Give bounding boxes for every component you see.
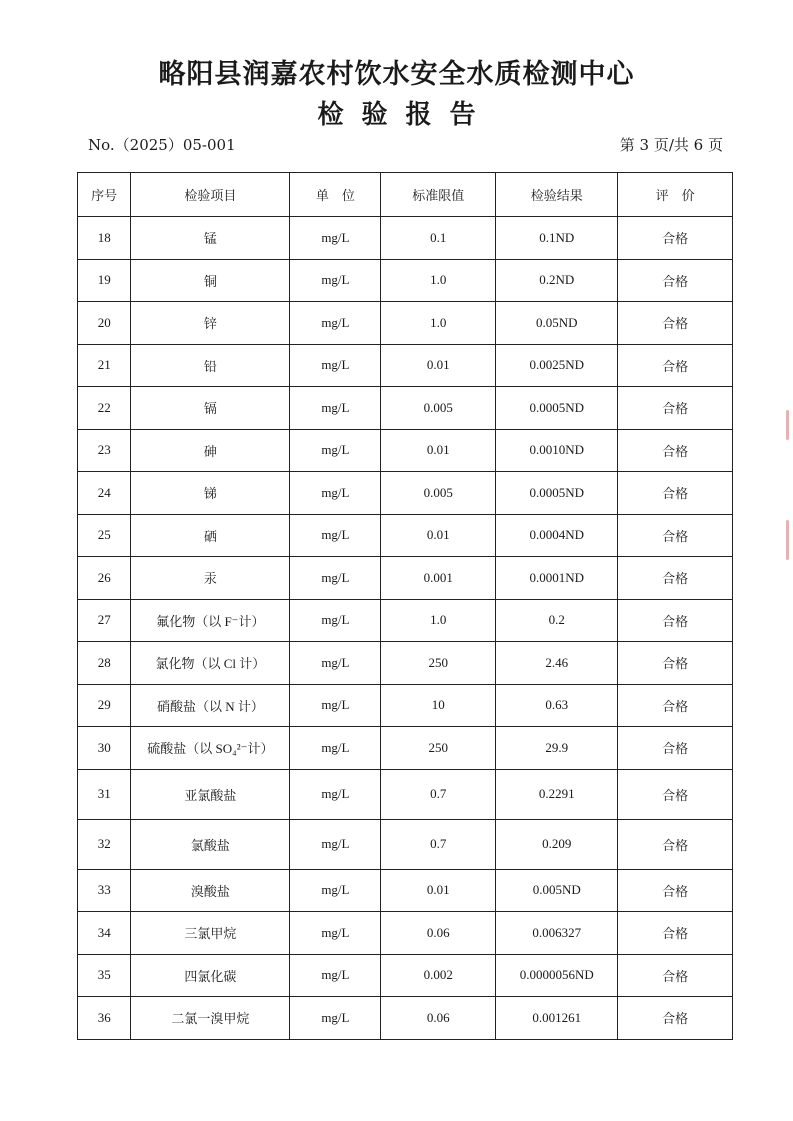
cell-no: 28: [78, 642, 131, 685]
cell-result: 0.005ND: [496, 869, 618, 912]
cell-limit: 1.0: [381, 599, 496, 642]
cell-result: 29.9: [496, 727, 618, 770]
cell-no: 32: [78, 819, 131, 869]
cell-unit: mg/L: [290, 684, 381, 727]
cell-result: 0.0004ND: [496, 514, 618, 557]
cell-result: 0.0010ND: [496, 429, 618, 472]
cell-item: 铜: [131, 259, 290, 302]
cell-item: 锌: [131, 302, 290, 345]
cell-item: 砷: [131, 429, 290, 472]
table-row: [78, 514, 733, 557]
cell-eval: 合格: [618, 912, 733, 955]
cell-unit: mg/L: [290, 514, 381, 557]
cell-no: 21: [78, 344, 131, 387]
cell-result: 0.63: [496, 684, 618, 727]
document-number: No.（2025）05-001: [88, 136, 236, 154]
cell-eval: 合格: [618, 997, 733, 1040]
cell-item: 氯酸盐: [131, 819, 290, 869]
cell-no: 25: [78, 514, 131, 557]
cell-result: 0.0005ND: [496, 472, 618, 515]
cell-unit: mg/L: [290, 599, 381, 642]
cell-eval: 合格: [618, 514, 733, 557]
cell-unit: mg/L: [290, 387, 381, 430]
cell-item: 汞: [131, 557, 290, 600]
table-row: [78, 259, 733, 302]
cell-limit: 0.005: [381, 387, 496, 430]
cell-unit: mg/L: [290, 344, 381, 387]
column-header-no: 序号: [78, 173, 131, 217]
cell-eval: 合格: [618, 642, 733, 685]
cell-no: 20: [78, 302, 131, 345]
column-header-limit: 标准限值: [381, 173, 496, 217]
cell-unit: mg/L: [290, 727, 381, 770]
cell-eval: 合格: [618, 557, 733, 600]
cell-no: 34: [78, 912, 131, 955]
org-title: 略阳县润嘉农村饮水安全水质检测中心: [158, 59, 635, 90]
cell-limit: 10: [381, 684, 496, 727]
cell-unit: mg/L: [290, 954, 381, 997]
cell-item: 硫酸盐（以 SO₄²⁻计）: [131, 727, 290, 770]
cell-result: 0.209: [496, 819, 618, 869]
cell-unit: mg/L: [290, 472, 381, 515]
table-row: [78, 302, 733, 345]
table-row: [78, 819, 733, 869]
cell-unit: mg/L: [290, 429, 381, 472]
cell-result: 0.2: [496, 599, 618, 642]
table-row: [78, 344, 733, 387]
cell-limit: 0.7: [381, 769, 496, 819]
cell-result: 0.0005ND: [496, 387, 618, 430]
cell-unit: mg/L: [290, 302, 381, 345]
cell-limit: 1.0: [381, 302, 496, 345]
table-row: [78, 997, 733, 1040]
cell-no: 24: [78, 472, 131, 515]
cell-no: 22: [78, 387, 131, 430]
cell-limit: 250: [381, 642, 496, 685]
cell-result: 2.46: [496, 642, 618, 685]
table-header-row: [78, 173, 733, 217]
cell-item: 硒: [131, 514, 290, 557]
cell-unit: mg/L: [290, 642, 381, 685]
table-row: [78, 869, 733, 912]
cell-unit: mg/L: [290, 557, 381, 600]
cell-limit: 0.7: [381, 819, 496, 869]
cell-limit: 0.06: [381, 997, 496, 1040]
table-row: [78, 912, 733, 955]
cell-eval: 合格: [618, 302, 733, 345]
cell-item: 镉: [131, 387, 290, 430]
scan-artifact: [786, 520, 789, 560]
cell-item: 铅: [131, 344, 290, 387]
table-row: [78, 727, 733, 770]
cell-no: 19: [78, 259, 131, 302]
cell-unit: mg/L: [290, 259, 381, 302]
cell-no: 36: [78, 997, 131, 1040]
cell-unit: mg/L: [290, 869, 381, 912]
column-header-unit: 单 位: [290, 173, 381, 217]
cell-limit: 0.1: [381, 217, 496, 260]
cell-item: 二氯一溴甲烷: [131, 997, 290, 1040]
column-header-result: 检验结果: [496, 173, 618, 217]
cell-unit: mg/L: [290, 997, 381, 1040]
cell-item: 锰: [131, 217, 290, 260]
table-row: [78, 599, 733, 642]
cell-result: 0.006327: [496, 912, 618, 955]
cell-result: 0.05ND: [496, 302, 618, 345]
cell-eval: 合格: [618, 472, 733, 515]
cell-eval: 合格: [618, 819, 733, 869]
cell-no: 18: [78, 217, 131, 260]
cell-limit: 250: [381, 727, 496, 770]
cell-result: 0.001261: [496, 997, 618, 1040]
cell-item: 氟化物（以 F⁻计）: [131, 599, 290, 642]
column-header-eval: 评 价: [618, 173, 733, 217]
cell-unit: mg/L: [290, 912, 381, 955]
cell-result: 0.0025ND: [496, 344, 618, 387]
cell-no: 23: [78, 429, 131, 472]
cell-eval: 合格: [618, 684, 733, 727]
table-row: [78, 642, 733, 685]
cell-item: 四氯化碳: [131, 954, 290, 997]
cell-limit: 0.005: [381, 472, 496, 515]
cell-item: 亚氯酸盐: [131, 769, 290, 819]
cell-unit: mg/L: [290, 769, 381, 819]
table-row: [78, 429, 733, 472]
cell-limit: 1.0: [381, 259, 496, 302]
table-row: [78, 557, 733, 600]
cell-eval: 合格: [618, 259, 733, 302]
cell-no: 35: [78, 954, 131, 997]
cell-unit: mg/L: [290, 217, 381, 260]
cell-unit: mg/L: [290, 819, 381, 869]
table-row: [78, 684, 733, 727]
cell-eval: 合格: [618, 599, 733, 642]
cell-item: 氯化物（以 Cl 计）: [131, 642, 290, 685]
cell-no: 30: [78, 727, 131, 770]
report-title: 检验报告: [317, 100, 494, 130]
cell-limit: 0.01: [381, 514, 496, 557]
cell-eval: 合格: [618, 869, 733, 912]
cell-result: 0.2ND: [496, 259, 618, 302]
cell-item: 三氯甲烷: [131, 912, 290, 955]
table-row: [78, 472, 733, 515]
cell-limit: 0.01: [381, 869, 496, 912]
cell-no: 26: [78, 557, 131, 600]
cell-result: 0.0001ND: [496, 557, 618, 600]
cell-no: 27: [78, 599, 131, 642]
scan-artifact: [786, 410, 789, 440]
cell-result: 0.0000056ND: [496, 954, 618, 997]
cell-eval: 合格: [618, 387, 733, 430]
cell-limit: 0.06: [381, 912, 496, 955]
table-row: [78, 954, 733, 997]
cell-result: 0.2291: [496, 769, 618, 819]
cell-limit: 0.001: [381, 557, 496, 600]
cell-item: 锑: [131, 472, 290, 515]
cell-limit: 0.01: [381, 344, 496, 387]
cell-limit: 0.002: [381, 954, 496, 997]
table-row: [78, 387, 733, 430]
inspection-table: [77, 172, 733, 1040]
cell-no: 33: [78, 869, 131, 912]
table-row: [78, 217, 733, 260]
cell-eval: 合格: [618, 727, 733, 770]
cell-item: 溴酸盐: [131, 869, 290, 912]
table-body: [78, 217, 733, 1040]
cell-no: 29: [78, 684, 131, 727]
cell-eval: 合格: [618, 954, 733, 997]
cell-eval: 合格: [618, 344, 733, 387]
column-header-item: 检验项目: [131, 173, 290, 217]
cell-item: 硝酸盐（以 N 计）: [131, 684, 290, 727]
page-info: 第 3 页/共 6 页: [619, 136, 723, 154]
cell-result: 0.1ND: [496, 217, 618, 260]
cell-limit: 0.01: [381, 429, 496, 472]
cell-eval: 合格: [618, 429, 733, 472]
table-row: [78, 769, 733, 819]
cell-eval: 合格: [618, 769, 733, 819]
cell-eval: 合格: [618, 217, 733, 260]
cell-no: 31: [78, 769, 131, 819]
